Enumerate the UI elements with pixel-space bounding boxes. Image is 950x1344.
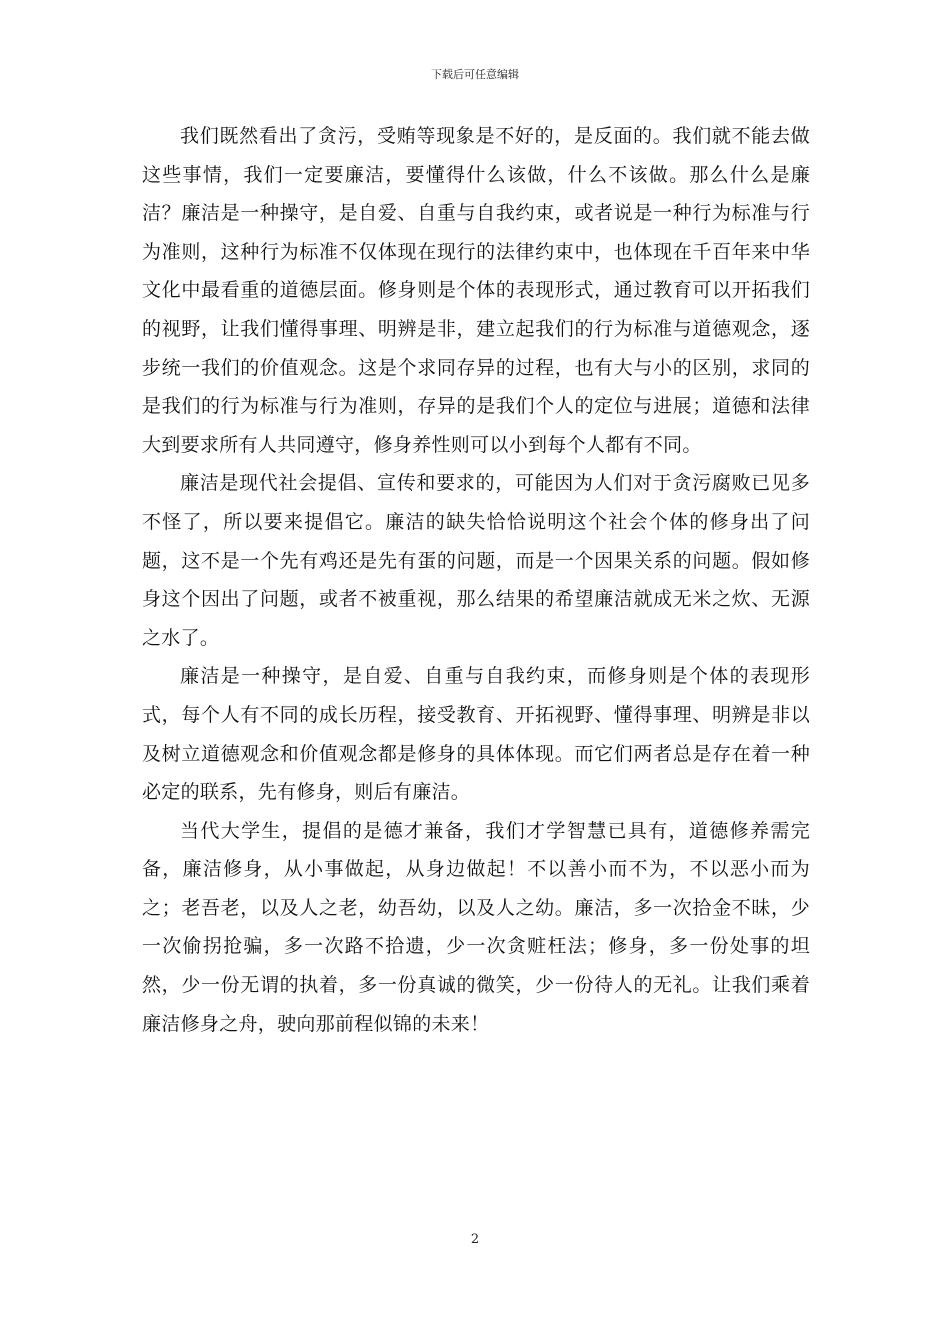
paragraph-1: 我们既然看出了贪污，受贿等现象是不好的，是反面的。我们就不能去做这些事情，我们一定要廉洁，要懂得什么该做，什么不该做。那么什么是廉洁？廉洁是一种操守，是自爱、自重与自我约束，或者说是一种行为标准与行为准则，这种行为标准不仅体现在现行的法律约束中，也体现在千百年来中华文化中最看重的道德层面。修身则是个体的表现形式，通过教育可以开拓我们的视野，让我们懂得事理、明辨是非，建立起我们的行为标准与道德观念，逐步统一我们的价值观念。这是个求同存异的过程，也有大与小的区别，求同的是我们的行为标准与行为准则，存异的是我们个人的定位与进展；道德和法律大到要求所有人共同遵守，修身养性则可以小到每个人都有不同。 [142,125,810,456]
document-body [142,117,810,1043]
page-number: 2 [470,1232,480,1247]
paragraph-3: 廉洁是一种操守，是自爱、自重与自我约束，而修身则是个体的表现形式，每个人有不同的成长历程，接受教育、开拓视野、懂得事理、明辨是非以及树立道德观念和价值观念都是修身的具体体现。而它们两者总是存在着一种必定的联系，先有修身，则后有廉洁。 [142,665,810,804]
page-header-note: 下载后可任意编辑 [431,68,519,81]
paragraph-2: 廉洁是现代社会提倡、宣传和要求的，可能因为人们对于贪污腐败已见多不怪了，所以要来提倡它。廉洁的缺失恰恰说明这个社会个体的修身出了问题，这不是一个先有鸡还是先有蛋的问题，而是一个因果关系的问题。假如修身这个因出了问题，或者不被重视，那么结果的希望廉洁就成无米之炊、无源之水了。 [142,472,810,649]
paragraph-4: 当代大学生，提倡的是德才兼备，我们才学智慧已具有，道德修养需完备，廉洁修身，从小事做起，从身边做起！不以善小而不为，不以恶小而为之；老吾老，以及人之老，幼吾幼，以及人之幼。廉洁，多一次拾金不昧，少一次偷拐抢骗，多一次路不拾遗，少一次贪赃枉法；修身，多一份处事的坦然，少一份无谓的执着，多一份真诚的微笑，少一份待人的无礼。让我们乘着廉洁修身之舟，驶向那前程似锦的未来！ [142,819,810,1035]
